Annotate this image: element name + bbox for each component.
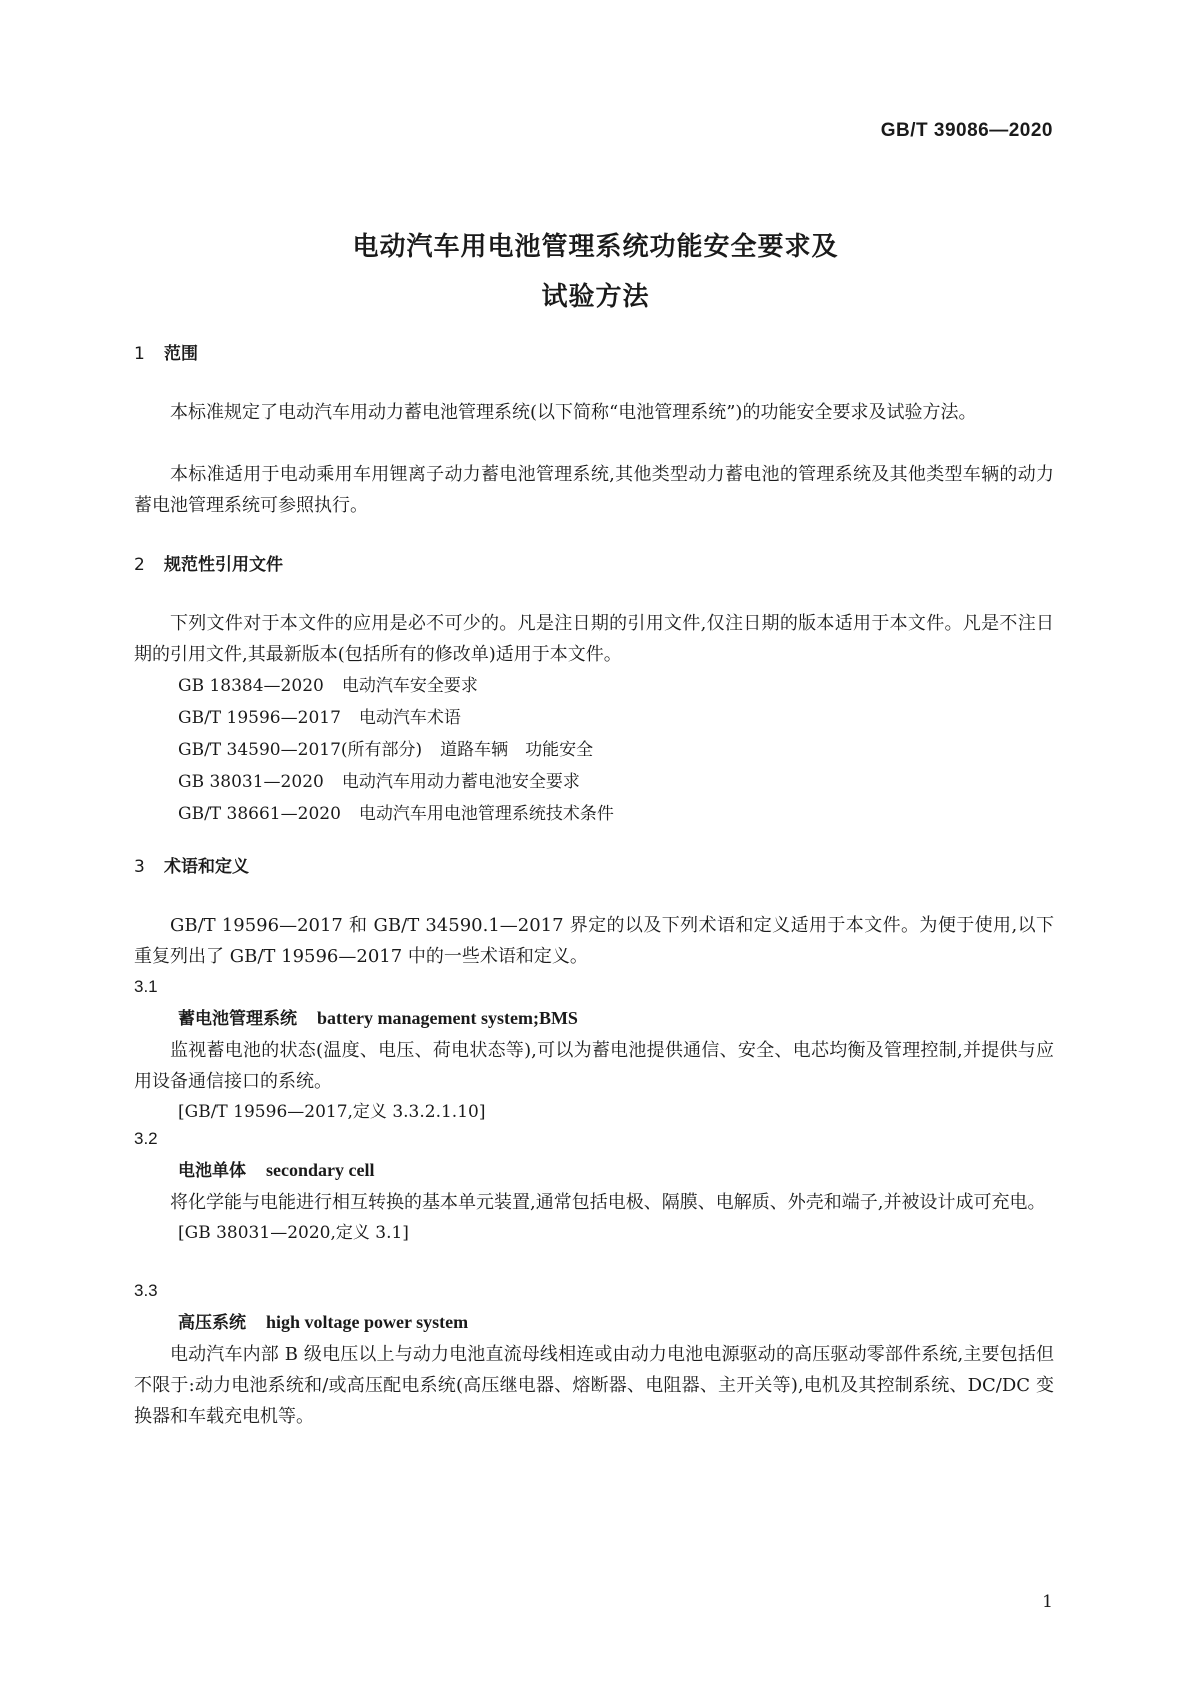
reference-code: GB/T 19596—2017: [178, 708, 341, 728]
section-heading-scope: [134, 339, 1054, 369]
term-zh: 高压系统: [178, 1313, 246, 1333]
term-number: 3.3: [134, 1281, 158, 1300]
scope-paragraph-2: 本标准适用于电动乘用车用锂离子动力蓄电池管理系统,其他类型动力蓄电池的管理系统及其他类型车辆的动力蓄电池管理系统可参照执行。: [134, 464, 1054, 516]
reference-code: GB 38031—2020: [178, 772, 324, 792]
reference-item: [134, 702, 1054, 734]
term-definition: 将化学能与电能进行相互转换的基本单元装置,通常包括电极、隔膜、电解质、外壳和端子,并被设计成可充电。: [170, 1192, 1046, 1213]
section-number: 3: [134, 857, 145, 877]
term-number: 3.1: [134, 977, 158, 996]
term-number: 3.2: [134, 1129, 158, 1148]
reference-item: [134, 670, 1054, 702]
term-source: [GB/T 19596—2017,定义 3.3.2.1.10]: [178, 1102, 486, 1122]
reference-title: 电动汽车用电池管理系统技术条件: [358, 804, 614, 824]
section-heading-terms: [134, 852, 1054, 882]
term-heading: [134, 1002, 1054, 1035]
reference-title: 电动汽车用动力蓄电池安全要求: [341, 772, 580, 792]
term-en: battery management system;BMS: [317, 1008, 578, 1028]
term-zh: 电池单体: [178, 1161, 246, 1181]
reference-item: [134, 766, 1054, 798]
term-source: [GB 38031—2020,定义 3.1]: [178, 1223, 409, 1243]
term-heading: [134, 1306, 1054, 1339]
reference-list: [134, 670, 1054, 830]
section-number: 2: [134, 555, 145, 575]
term-entry-3-3: [134, 1276, 1054, 1432]
reference-item: [134, 734, 1054, 766]
title-line-1: 电动汽车用电池管理系统功能安全要求及: [352, 232, 839, 262]
title-line-2: 试验方法: [541, 282, 650, 312]
section-title: 范围: [164, 344, 198, 364]
section-title: 术语和定义: [164, 857, 249, 877]
term-en: high voltage power system: [266, 1312, 469, 1332]
reference-code: GB/T 38661—2020: [178, 804, 341, 824]
terms-intro: GB/T 19596—2017 和 GB/T 34590.1—2017 界定的以及下列术语和定义适用于本文件。为便于使用,以下重复列出了 GB/T 19596—2017 中的一些术语和定义。: [134, 915, 1054, 967]
document-title: [0, 222, 1191, 322]
term-en: secondary cell: [266, 1160, 375, 1180]
term-entry-3-2: [134, 1124, 1054, 1249]
term-heading: [134, 1154, 1054, 1187]
section-heading-normative: [134, 550, 1054, 580]
term-definition: 监视蓄电池的状态(温度、电压、荷电状态等),可以为蓄电池提供通信、安全、电芯均衡及管理控制,并提供与应用设备通信接口的系统。: [134, 1040, 1054, 1092]
standard-number: GB/T 39086—2020: [880, 120, 1053, 141]
term-definition: 电动汽车内部 B 级电压以上与动力电池直流母线相连或由动力电池电源驱动的高压驱动零部件系统,主要包括但不限于:动力电池系统和/或高压配电系统(高压继电器、熔断器、电阻器、主开关等),电机及其控制系统、DC/DC 变换器和车载充电机等。: [134, 1344, 1054, 1427]
reference-code: GB 18384—2020: [178, 676, 324, 696]
reference-code: GB/T 34590—2017(所有部分): [178, 740, 423, 760]
normative-intro: 下列文件对于本文件的应用是必不可少的。凡是注日期的引用文件,仅注日期的版本适用于本文件。凡是不注日期的引用文件,其最新版本(包括所有的修改单)适用于本文件。: [134, 613, 1054, 665]
term-entry-3-1: [134, 972, 1054, 1128]
scope-paragraph-1: 本标准规定了电动汽车用动力蓄电池管理系统(以下简称“电池管理系统”)的功能安全要求及试验方法。: [170, 402, 977, 423]
section-title: 规范性引用文件: [164, 555, 283, 575]
reference-item: [134, 798, 1054, 830]
term-zh: 蓄电池管理系统: [178, 1009, 297, 1029]
reference-title: 道路车辆 功能安全: [440, 740, 594, 760]
reference-title: 电动汽车术语: [358, 708, 461, 728]
section-number: 1: [134, 344, 145, 364]
reference-title: 电动汽车安全要求: [341, 676, 478, 696]
page-number: 1: [1042, 1592, 1053, 1612]
